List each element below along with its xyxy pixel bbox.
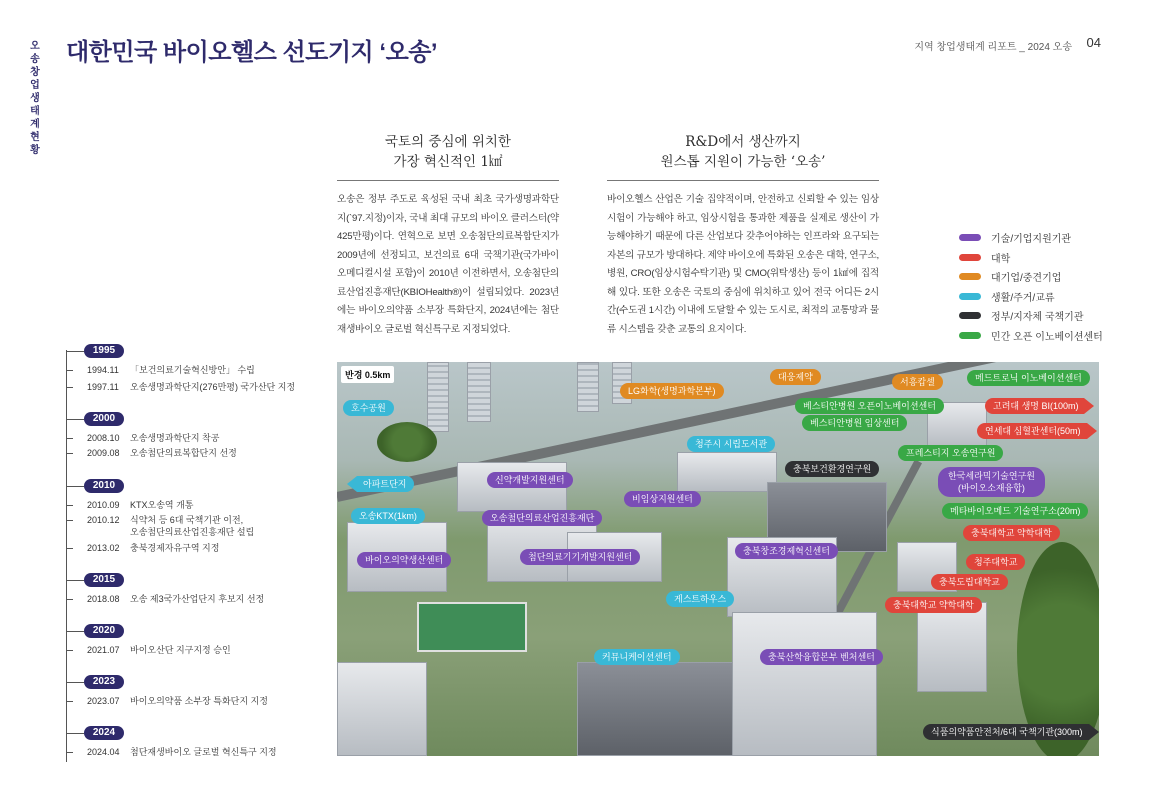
event-date: 1997.11 [87,382,119,392]
map-label-apartment: 아파트단지 [357,476,414,492]
map-label-device-center: 첨단의료기기개발지원센터 [520,549,640,565]
map-label-metabio: 메타바이오메드 기술연구소(20m) [942,503,1088,519]
legend-item [959,306,1103,326]
year-badge: 2023 [84,675,124,689]
year-tick [66,419,84,420]
map-legend [959,228,1103,345]
event-tick [66,599,73,600]
left-column-title [337,132,559,181]
map-building [732,612,877,756]
year-tick [66,486,84,487]
map-label-communication-center: 커뮤니케이션센터 [594,649,680,665]
map-label-library: 청주시 시립도서관 [687,436,775,452]
legend-label: 대기업/중견기업 [991,273,1062,285]
left-column-body: 오송은 정부 주도로 육성된 국내 최초 국가생명과학단지(`97.지정)이자, 국내 최대 규모의 바이오 클러스터(약 425만평)이다. 연혁으로 보면 오송첨단의료복합단지가 2009년에 선정되고, 보건의료 6대 국책기관(국가바이오메디컬시설 포함)이 2010년 이전하면서, 오송첨단의료산업진흥재단(KBIOHealth®)이 설립되었다. 2023년에는 바이오의약품 소부장 특화단지, 2024년에는 첨단재생바이오 글로벌 혁신특구로 지정되었다. [337,194,559,335]
event-tick [66,370,73,371]
map-label-env-lab: 충북보건환경연구원 [785,461,879,477]
right-column-body: 바이오헬스 산업은 기술 집약적이며, 안전하고 신뢰할 수 있는 임상시험이 가능해야 하고, 임상시험을 통과한 제품을 실제로 생산이 가능해야하기 때문에 다른 산업보다 갖추어야하는 인프라와 요구되는 자본의 규모가 방대하다. 제약 바이오에 특화된 오송은 대학, 연구소, 병원, CRO(임상시험수탁기관) 및 CMO(위탁생산) 등이 1㎢에 집적해 있다. 또한 오송은 국토의 중심에 위치하고 있어 전국 어디든 2시간(수도권 1시간) 이내에 도달할 수 있는 도시로, 최적의 교통망과 물류 시스템을 갖춘 교통의 요지이다. [607,194,879,335]
event-text: 충북경제자유구역 지정 [130,543,220,553]
map-trees [377,422,437,462]
map-label-venture-center: 충북산학융합본부 벤처센터 [760,649,883,665]
event-text: 오송첨단의료산업진흥재단 설립 [130,527,255,537]
map-building [677,452,777,492]
year-tick [66,631,84,632]
map-building [337,662,427,756]
legend-label: 기술/기업지원기관 [991,234,1072,246]
page-title: 대한민국 바이오헬스 선도기지 ‘오송’ [66,39,438,66]
event-date: 2021.07 [87,645,120,655]
year-tick [66,733,84,734]
map-label-mfds: 식품의약품안전처/6대 국책기관(300m) [923,724,1089,740]
event-date: 2008.10 [87,433,120,443]
legend-swatch [959,332,981,339]
event-text: 바이오산단 지구지정 승인 [130,645,231,655]
map-building [577,662,737,756]
map-label-bestian-clinic: 베스티안병원 임상센터 [802,415,907,431]
year-badge: 1995 [84,344,124,358]
map-label-lg-chem: LG화학(생명과학본부) [620,383,724,399]
event-tick [66,752,73,753]
legend-label: 정부/지자체 국책기관 [991,312,1084,324]
legend-item [959,326,1103,346]
right-column-title [607,132,879,181]
map-label-bestian-open: 베스티안병원 오픈이노베이션센터 [795,398,944,414]
map-label-daewoong: 대웅제약 [770,369,821,385]
event-text: 오송생명과학단지(276만평) 국가산단 지정 [130,382,296,392]
event-tick [66,520,73,521]
legend-label: 생활/주거/교류 [991,292,1055,304]
event-date: 2024.04 [87,747,120,757]
year-badge: 2020 [84,624,124,638]
event-tick [66,701,73,702]
map-building [917,602,987,692]
legend-swatch [959,273,981,280]
map-label-new-drug-center: 신약개발지원센터 [487,472,573,488]
map-label-kbio: 오송첨단의료산업진흥재단 [482,510,602,526]
legend-item [959,267,1103,287]
right-title-line1: R&D에서 생산까지 [685,134,801,150]
map-label-ceramic-institute [938,467,1045,497]
page-number: 04 [1086,35,1101,50]
map-label-cbnu-pharmacy: 충북대학교 약학대학 [963,525,1060,541]
event-text: 「보건의료기술혁신방안」 수립 [130,365,255,375]
map-label-korea-univ: 고려대 생명 BI(100m) [985,398,1084,414]
aerial-map [337,362,1099,756]
left-column [337,132,559,339]
map-label-provincial-univ: 충북도립대학교 [931,574,1008,590]
map-label-yonsei: 연세대 심혈관센터(50m) [977,423,1087,439]
event-date: 2009.08 [87,448,120,458]
left-title-line1: 국토의 중심에 위치한 [385,134,511,150]
year-badge: 2024 [84,726,124,740]
year-tick [66,351,84,352]
right-title-line2: 원스톱 지원이 가능한 ‘오송’ [660,154,826,170]
map-building [467,362,491,422]
sports-field [417,602,527,652]
event-tick [66,548,73,549]
legend-label: 대학 [991,253,1011,265]
report-label: 지역 창업생태계 리포트 _ 2024 오송 [914,42,1072,53]
event-date: 2023.07 [87,696,120,706]
event-tick [66,650,73,651]
legend-item [959,228,1103,248]
event-text: 식약처 등 6대 국책기관 이전, [130,515,244,525]
map-label-bio-pharma-center: 바이오의약생산센터 [357,552,451,568]
event-text: 오송 제3국가산업단지 후보지 선정 [130,594,265,604]
map-label-cheongju-univ: 청주대학교 [966,554,1025,570]
legend-item [959,248,1103,268]
map-label-medtronic: 메드트로닉 이노베이션센터 [967,370,1090,386]
event-date: 2018.08 [87,594,120,604]
map-label-nonclinical-center: 비임상지원센터 [624,491,701,507]
map-building [427,362,449,432]
event-date: 1994.11 [87,365,119,375]
year-tick [66,682,84,683]
event-date: 2013.02 [87,543,120,553]
event-date: 2010.09 [87,500,120,510]
event-text: 오송첨단의료복합단지 선정 [130,448,237,458]
event-text: 첨단재생바이오 글로벌 혁신특구 지정 [130,747,277,757]
map-label-cbnu-pharmacy-2: 충북대학교 약학대학 [885,597,982,613]
legend-swatch [959,312,981,319]
legend-swatch [959,254,981,261]
legend-item [959,287,1103,307]
map-label-seoheung: 서흥캅셀 [892,374,943,390]
legend-swatch [959,293,981,300]
year-badge: 2010 [84,479,124,493]
event-tick [66,387,73,388]
event-tick [66,438,73,439]
right-column [607,132,879,339]
event-text: 오송생명과학단지 착공 [130,433,220,443]
event-text: 바이오의약품 소부장 특화단지 지정 [130,696,268,706]
map-label-guesthouse: 게스트하우스 [666,591,734,607]
year-badge: 2015 [84,573,124,587]
ceramic-line1: 한국세라믹기술연구원 [948,471,1035,481]
map-building [577,362,599,412]
ceramic-line2: (바이오소재융합) [958,483,1025,493]
year-tick [66,580,84,581]
event-tick [66,453,73,454]
map-label-hosu-park: 호수공원 [343,400,394,416]
left-title-line2: 가장 혁신적인 1㎢ [393,154,503,170]
vertical-section-title: 오송창업생태계현황 [30,41,40,156]
event-text: KTX오송역 개통 [130,500,194,510]
year-badge: 2000 [84,412,124,426]
legend-swatch [959,234,981,241]
legend-label: 민간 오픈 이노베이션센터 [991,331,1103,343]
event-date: 2010.12 [87,515,120,525]
event-tick [66,505,73,506]
map-label-ktx: 오송KTX(1km) [351,508,425,524]
map-label-prestige: 프레스티지 오송연구원 [898,445,1003,461]
radius-label: 반경 0.5km [341,366,394,383]
map-label-ccei: 충북창조경제혁신센터 [735,543,838,559]
